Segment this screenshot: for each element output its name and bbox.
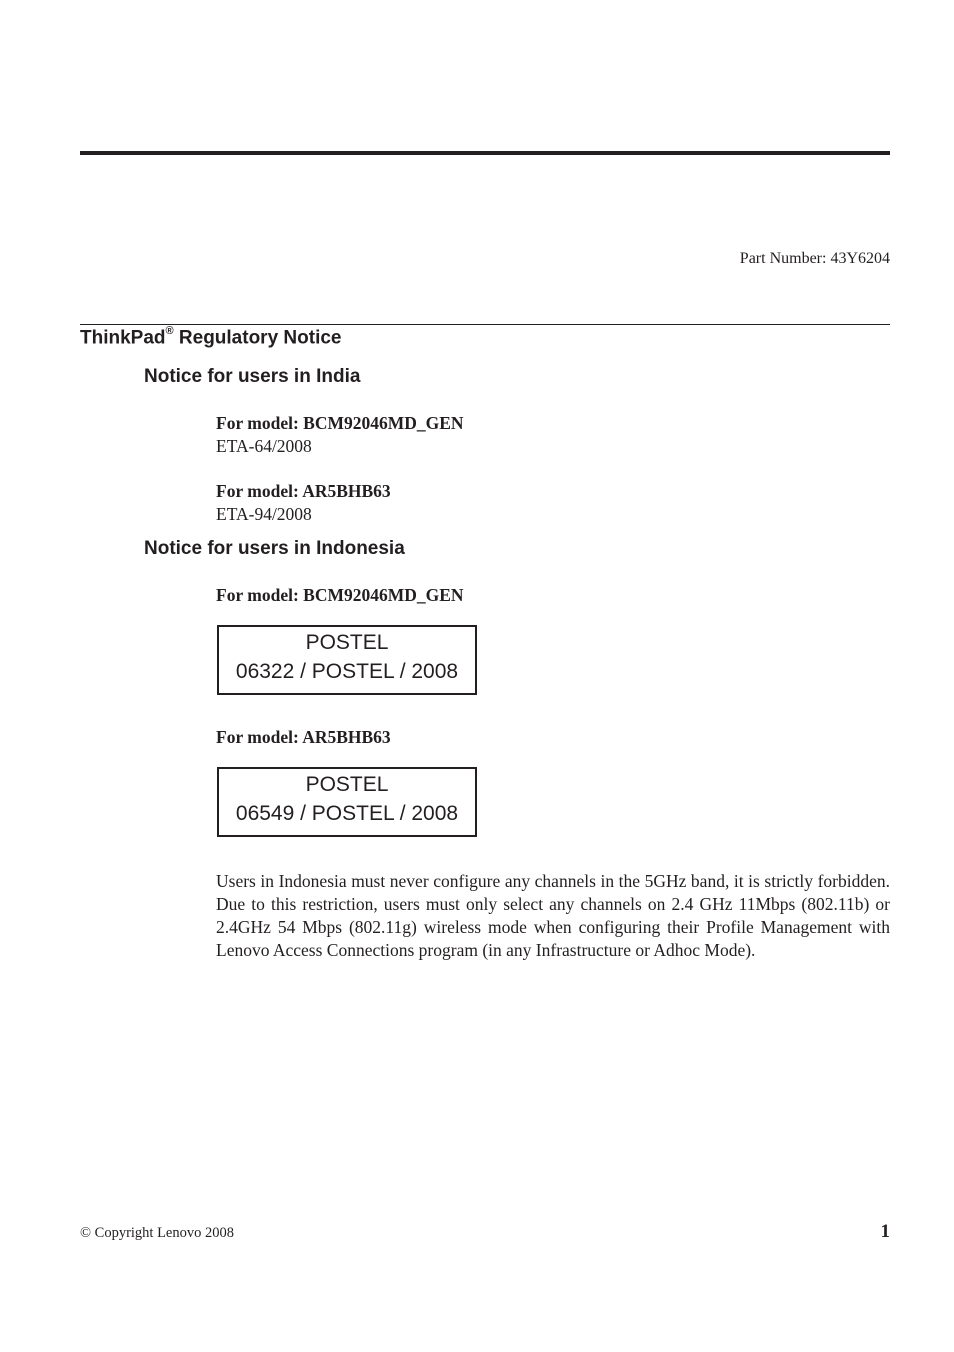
india-heading: Notice for users in India: [144, 366, 361, 387]
indonesia-model-2: For model: AR5BHB63: [216, 727, 391, 747]
india-approval-1: ETA-64/2008: [216, 436, 312, 456]
page-title-rest: Regulatory Notice: [173, 327, 342, 349]
postel-label-1-number: 06322 / POSTEL / 2008: [235, 660, 459, 683]
postel-label-2-title: POSTEL: [305, 773, 389, 796]
copyright: © Copyright Lenovo 2008: [80, 1225, 234, 1241]
india-model-1: For model: BCM92046MD_GEN: [216, 413, 464, 433]
page-title: [80, 327, 342, 349]
indonesia-model-1: For model: BCM92046MD_GEN: [216, 585, 464, 605]
india-approval-2: ETA-94/2008: [216, 504, 312, 524]
indonesia-restriction-paragraph: Users in Indonesia must never configure any channels in the 5GHz band, it is strictly forbidden. Due to this restriction, users must only select any channels on 2.4 GHz 11Mbps (802.11b) or 2.4GHz 54 Mbps (802.11g) wireless mode when configuring their Profile Management with Lenovo Access Connections program (in any Infrastructure or Adhoc Mode).: [216, 871, 890, 960]
page-title-brand: ThinkPad: [80, 327, 166, 349]
india-model-2: For model: AR5BHB63: [216, 481, 391, 501]
top-rule: [80, 151, 890, 155]
part-number: Part Number: 43Y6204: [739, 250, 890, 267]
section-rule: [80, 324, 890, 325]
postel-label-2-number: 06549 / POSTEL / 2008: [235, 802, 459, 825]
postel-label-1: [217, 625, 477, 695]
page-number: 1: [880, 1221, 890, 1242]
postel-label-2: [217, 767, 477, 837]
indonesia-heading: Notice for users in Indonesia: [144, 538, 405, 559]
registered-mark: ®: [165, 325, 174, 337]
postel-label-1-title: POSTEL: [305, 631, 389, 654]
